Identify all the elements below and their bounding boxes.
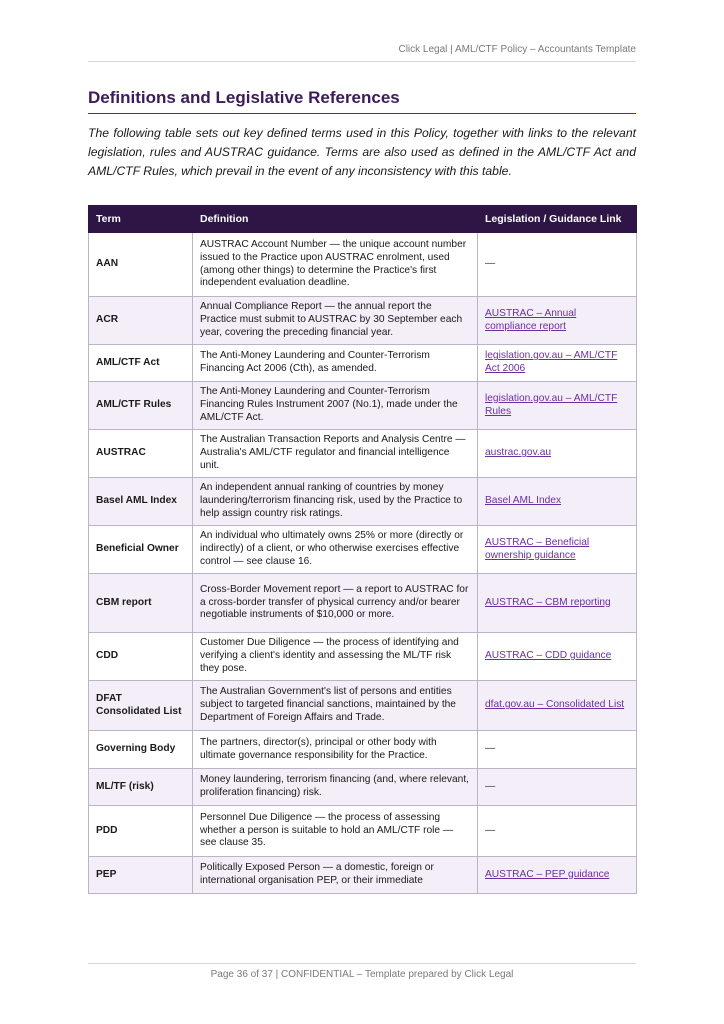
definition-cell: An individual who ultimately owns 25% or more (directly or indirectly) of a client, or who otherwise exercises effective control — see clause 16.: [193, 526, 478, 574]
guidance-link[interactable]: dfat.gov.au – Consolidated List: [485, 699, 625, 711]
table-row: [89, 478, 637, 526]
column-header-definition: Definition: [193, 206, 478, 233]
table-row: [89, 806, 637, 857]
definitions-table: [88, 205, 637, 894]
table-row: [89, 574, 637, 633]
link-cell: [478, 731, 637, 769]
definition-cell: An independent annual ranking of countries by money laundering/terrorism financing risk, used by the Practice to help assign country risk ratings.: [193, 478, 478, 526]
link-cell: [478, 681, 637, 731]
column-header-link: Legislation / Guidance Link: [478, 206, 637, 233]
table-row: [89, 633, 637, 681]
footer-divider: [88, 963, 636, 964]
table-row: [89, 430, 637, 478]
table-row: [89, 681, 637, 731]
table-row: [89, 731, 637, 769]
page-header: Click Legal | AML/CTF Policy – Accountants Template: [398, 44, 636, 55]
link-cell: [478, 633, 637, 681]
definition-cell: The Anti-Money Laundering and Counter-Terrorism Financing Rules Instrument 2007 (No.1), made under the AML/CTF Act.: [193, 382, 478, 430]
term-cell: CDD: [89, 633, 193, 681]
table-header-row: [89, 206, 637, 233]
table-row: [89, 297, 637, 345]
definition-cell: The partners, director(s), principal or other body with ultimate governance responsibility for the Practice.: [193, 731, 478, 769]
guidance-link[interactable]: AUSTRAC – Annual compliance report: [485, 307, 577, 332]
table-body: [89, 233, 637, 894]
no-link-dash: —: [485, 258, 496, 270]
intro-paragraph: The following table sets out key defined terms used in this Policy, together with links to the relevant legislation, rules and AUSTRAC guidance. Terms are also used as defined in the AML/CTF Act and AML/CTF Rules, which prevail in the event of any inconsistency with this table.: [88, 126, 636, 178]
table-row: [89, 345, 637, 382]
link-cell: [478, 382, 637, 430]
header-divider: [88, 61, 636, 62]
definition-cell: Customer Due Diligence — the process of identifying and verifying a client's identity and assessing the ML/TF risk they pose.: [193, 633, 478, 681]
definition-cell: Cross-Border Movement report — a report to AUSTRAC for a cross-border transfer of physical currency and/or bearer negotiable instruments of $10,000 or more.: [193, 574, 478, 633]
term-cell: CBM report: [89, 574, 193, 633]
page-footer: Page 36 of 37 | CONFIDENTIAL – Template prepared by Click Legal: [210, 969, 514, 980]
guidance-link[interactable]: AUSTRAC – Beneficial ownership guidance: [485, 536, 590, 561]
table-row: [89, 382, 637, 430]
guidance-link[interactable]: legislation.gov.au – AML/CTF Act 2006: [485, 350, 618, 374]
definition-cell: The Australian Transaction Reports and Analysis Centre — Australia's AML/CTF regulator and financial intelligence unit.: [193, 430, 478, 478]
link-cell: [478, 233, 637, 297]
definition-cell: Politically Exposed Person — a domestic, foreign or international organisation PEP, or their immediate: [193, 857, 478, 894]
guidance-link[interactable]: Basel AML Index: [485, 495, 562, 507]
link-cell: [478, 345, 637, 382]
link-cell: [478, 806, 637, 857]
term-cell: PDD: [89, 806, 193, 857]
definition-cell: The Anti-Money Laundering and Counter-Terrorism Financing Act 2006 (Cth), as amended.: [193, 345, 478, 382]
term-cell: Governing Body: [89, 731, 193, 769]
term-cell: DFAT Consolidated List: [89, 681, 193, 731]
definition-cell: The Australian Government's list of persons and entities subject to targeted financial sanctions, maintained by the Department of Foreign Affairs and Trade.: [193, 681, 478, 731]
no-link-dash: —: [485, 743, 496, 755]
no-link-dash: —: [485, 824, 496, 836]
term-cell: AML/CTF Act: [89, 345, 193, 382]
guidance-link[interactable]: AUSTRAC – PEP guidance: [485, 868, 610, 880]
term-cell: PEP: [89, 857, 193, 894]
table-row: [89, 769, 637, 806]
definition-cell: Annual Compliance Report — the annual report the Practice must submit to AUSTRAC by 30 September each year, covering the preceding financial year.: [193, 297, 478, 345]
link-cell: [478, 574, 637, 633]
term-cell: Basel AML Index: [89, 478, 193, 526]
term-cell: AUSTRAC: [89, 430, 193, 478]
link-cell: [478, 478, 637, 526]
guidance-link[interactable]: AUSTRAC – CDD guidance: [485, 650, 612, 662]
column-header-term: Term: [89, 206, 193, 233]
no-link-dash: —: [485, 780, 496, 792]
term-cell: AAN: [89, 233, 193, 297]
definition-cell: AUSTRAC Account Number — the unique account number issued to the Practice upon AUSTRAC enrolment, used (among other things) to determine the Practice's first independent evaluation deadline.: [193, 233, 478, 297]
term-cell: ML/TF (risk): [89, 769, 193, 806]
guidance-link[interactable]: legislation.gov.au – AML/CTF Rules: [485, 392, 618, 417]
guidance-link[interactable]: AUSTRAC – CBM reporting: [485, 596, 611, 608]
definition-cell: Money laundering, terrorism financing (and, where relevant, proliferation financing) risk.: [193, 769, 478, 806]
guidance-link[interactable]: austrac.gov.au: [485, 447, 552, 459]
table-row: [89, 526, 637, 574]
table-row: [89, 233, 637, 297]
section-title: Definitions and Legislative References: [88, 88, 636, 114]
table-row: [89, 857, 637, 894]
term-cell: Beneficial Owner: [89, 526, 193, 574]
definition-cell: Personnel Due Diligence — the process of assessing whether a person is suitable to hold an AML/CTF role — see clause 35.: [193, 806, 478, 857]
term-cell: AML/CTF Rules: [89, 382, 193, 430]
link-cell: [478, 430, 637, 478]
link-cell: [478, 857, 637, 894]
link-cell: [478, 769, 637, 806]
link-cell: [478, 526, 637, 574]
term-cell: ACR: [89, 297, 193, 345]
link-cell: [478, 297, 637, 345]
